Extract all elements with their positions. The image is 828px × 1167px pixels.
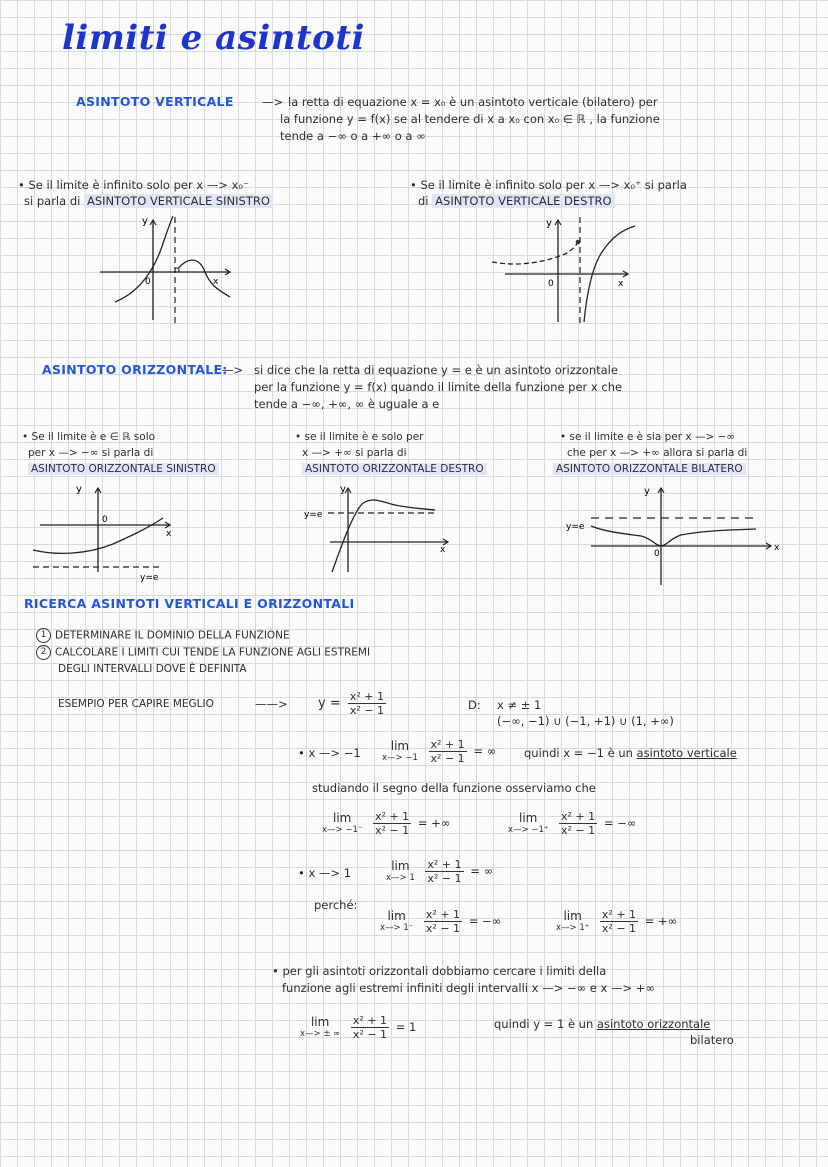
example-num: x² + 1 <box>349 690 384 703</box>
s2-den: x² − 1 <box>561 824 596 837</box>
horizontal-mid-hl-wrap <box>302 462 487 476</box>
s1-lim-text: lim <box>333 811 352 825</box>
s1-result: = +∞ <box>417 816 451 830</box>
horizontal-def-line3: tende a −∞, +∞, ∞ è uguale a e <box>254 397 440 411</box>
b1-lim <box>382 740 418 763</box>
g4-yl-label: y=e <box>304 510 323 520</box>
s2-lim-sub: x—> −1⁺ <box>508 825 549 835</box>
g1-y-label: y <box>142 216 148 227</box>
g1-x-label: x <box>213 277 219 287</box>
g2-y-label: y <box>546 218 552 229</box>
g5-y-label: y <box>644 486 650 497</box>
h-num: x² + 1 <box>352 1014 388 1027</box>
h-concl-a: quindi y = 1 è un <box>494 1017 594 1031</box>
s1-den: x² − 1 <box>375 824 410 837</box>
s2-limit <box>508 810 636 837</box>
p2-lim-text: lim <box>563 909 582 923</box>
b2-frac <box>425 858 463 885</box>
vertical-arrow: —> <box>262 95 284 109</box>
b2-result: = ∞ <box>470 864 494 878</box>
p2-frac <box>600 908 638 935</box>
h-result: = 1 <box>395 1020 417 1034</box>
g3-yl-label: y=e <box>140 573 159 583</box>
p2-result: = +∞ <box>644 914 678 928</box>
b1-label: • x —> −1 <box>298 746 361 760</box>
b1-lim-text: lim <box>390 739 410 753</box>
h-den: x² − 1 <box>352 1028 388 1041</box>
s1-num: x² + 1 <box>375 810 410 823</box>
g4-y-label: y <box>340 484 346 495</box>
studying-text: studiando il segno della funzione osserviamo che <box>312 781 596 795</box>
vertical-def-line1: la retta di equazione x = x₀ è un asintoto verticale (bilatero) per <box>288 95 658 109</box>
p2-den: x² − 1 <box>601 922 637 935</box>
horizontal-right-line2: che per x —> +∞ allora si parla di <box>567 447 748 459</box>
h-concl-c: bilatero <box>690 1033 734 1047</box>
s2-frac <box>559 810 597 837</box>
vertical-right-text: di <box>418 194 429 208</box>
step2-text: CALCOLARE I LIMITI CUI TENDE LA FUNZIONE AGLI ESTREMI <box>55 646 371 659</box>
vertical-def-line3: tende a −∞ o a +∞ o a ∞ <box>280 129 426 143</box>
step2-number: 2 <box>36 645 51 660</box>
s1-lim-sub: x—> −1⁻ <box>322 825 363 835</box>
h-line1: • per gli asintoti orizzontali dobbiamo cercare i limiti della <box>272 964 607 978</box>
domain-intervals: (−∞, −1) ∪ (−1, +1) ∪ (1, +∞) <box>497 714 674 728</box>
h-line2: funzione agli estremi infiniti degli intervalli x —> −∞ e x —> +∞ <box>282 981 655 995</box>
p2-limit <box>556 908 677 935</box>
p2-lim <box>556 910 589 933</box>
b1-concl-b: asintoto verticale <box>636 746 737 760</box>
p1-num: x² + 1 <box>425 908 461 921</box>
s2-num: x² + 1 <box>561 810 596 823</box>
horizontal-left-line2: per x —> −∞ si parla di <box>28 447 154 459</box>
horizontal-left-hl-wrap <box>28 462 219 476</box>
b2-lim <box>386 860 415 883</box>
vertical-left-line1: • Se il limite è infinito solo per x —> x₀⁻ <box>18 178 250 192</box>
b1-limit <box>382 738 496 765</box>
graph-horizontal-right <box>300 480 455 580</box>
horizontal-mid-highlight: ASINTOTO ORIZZONTALE DESTRO <box>302 463 487 475</box>
h-conclusion <box>494 1016 710 1032</box>
domain-label: D: <box>468 698 481 712</box>
g5-origin-label: 0 <box>654 549 660 559</box>
g3-origin-label: 0 <box>102 515 108 525</box>
horizontal-mid-line2: x —> +∞ si parla di <box>302 447 407 459</box>
b1-lim-sub: x—> −1 <box>382 753 418 763</box>
graph-vertical-left <box>95 212 240 327</box>
horizontal-arrow: —> <box>222 363 244 377</box>
vertical-def-line2: la funzione y = f(x) se al tendere di x a x₀ con x₀ ∈ ℝ , la funzione <box>280 112 660 126</box>
b1-num: x² + 1 <box>430 738 465 751</box>
p1-lim <box>380 910 413 933</box>
p1-lim-text: lim <box>387 909 406 923</box>
b2-num: x² + 1 <box>427 858 462 871</box>
step1-text: DETERMINARE IL DOMINIO DELLA FUNZIONE <box>55 629 290 642</box>
s1-frac <box>373 810 411 837</box>
b1-frac <box>429 738 467 765</box>
h-lim-sub: x—> ± ∞ <box>300 1029 341 1039</box>
horizontal-right-highlight: ASINTOTO ORIZZONTALE BILATERO <box>553 463 746 475</box>
example-y-eq: y = <box>318 696 341 711</box>
b1-concl-a: quindi x = −1 è un <box>524 746 633 760</box>
because-text: perché: <box>314 898 358 912</box>
g2-origin-label: 0 <box>548 279 554 289</box>
search-step2 <box>36 645 370 660</box>
h-limit <box>300 1014 416 1041</box>
vertical-left-highlight: ASINTOTO VERTICALE SINISTRO <box>84 194 273 208</box>
b2-limit <box>386 858 493 885</box>
example-label: ESEMPIO PER CAPIRE MEGLIO <box>58 698 214 710</box>
vertical-right-line1: • Se il limite è infinito solo per x —> x₀⁺ si parla <box>410 178 687 192</box>
horizontal-def-line1: si dice che la retta di equazione y = e è un asintoto orizzontale <box>254 363 618 377</box>
g4-x-label: x <box>440 545 446 555</box>
h-lim-text: lim <box>310 1015 330 1029</box>
g2-x-label: x <box>618 279 624 289</box>
p1-lim-sub: x—> 1⁻ <box>380 923 414 933</box>
p1-result: = −∞ <box>468 914 502 928</box>
graph-horizontal-left <box>28 480 178 585</box>
vertical-heading: ASINTOTO VERTICALE <box>76 94 234 109</box>
page-title: limiti e asintoti <box>62 18 365 58</box>
s1-limit <box>322 810 450 837</box>
example-frac <box>348 690 386 717</box>
horizontal-heading: ASINTOTO ORIZZONTALE: <box>42 362 228 377</box>
horizontal-right-hl-wrap <box>553 462 746 476</box>
b1-conclusion <box>524 745 737 761</box>
b1-result: = ∞ <box>473 744 497 758</box>
horizontal-right-line1: • se il limite e è sia per x —> −∞ <box>560 431 736 443</box>
vertical-left-text: si parla di <box>24 194 81 208</box>
horizontal-left-line1: • Se il limite è e ∈ ℝ solo <box>22 431 156 443</box>
h-concl-b: asintoto orizzontale <box>596 1017 711 1031</box>
step1-number: 1 <box>36 628 51 643</box>
b2-den: x² − 1 <box>427 872 462 885</box>
horizontal-left-highlight: ASINTOTO ORIZZONTALE SINISTRO <box>28 463 219 475</box>
b2-label: • x —> 1 <box>298 866 352 880</box>
s1-lim <box>322 812 362 835</box>
p1-den: x² − 1 <box>425 922 461 935</box>
horizontal-mid-line1: • se il limite è e solo per <box>295 431 424 443</box>
graph-horizontal-bilateral <box>566 480 786 590</box>
vertical-right-line2 <box>418 193 615 209</box>
search-step1 <box>36 628 290 643</box>
domain-cond: x ≠ ± 1 <box>497 698 542 712</box>
p1-frac <box>424 908 462 935</box>
g3-y-label: y <box>76 484 82 495</box>
s2-result: = −∞ <box>603 816 637 830</box>
h-frac <box>351 1014 389 1041</box>
search-heading: RICERCA ASINTOTI VERTICALI E ORIZZONTALI <box>24 596 355 611</box>
p1-limit <box>380 908 501 935</box>
b2-lim-text: lim <box>391 859 410 873</box>
p2-num: x² + 1 <box>601 908 637 921</box>
search-step2-line2: DEGLI INTERVALLI DOVE È DEFINITA <box>58 663 247 675</box>
h-lim <box>300 1016 340 1039</box>
horizontal-def-line2: per la funzione y = f(x) quando il limite della funzione per x che <box>254 380 623 394</box>
b1-den: x² − 1 <box>430 752 465 765</box>
g5-yl-label: y=e <box>566 522 585 532</box>
b2-lim-sub: x—> 1 <box>386 873 415 883</box>
g1-origin-label: 0 <box>145 277 151 287</box>
example-arrow: ——> <box>255 697 288 711</box>
s2-lim-text: lim <box>519 811 538 825</box>
vertical-left-line2 <box>24 193 273 209</box>
g5-x-label: x <box>774 543 780 553</box>
g3-x-label: x <box>166 529 172 539</box>
p2-lim-sub: x—> 1⁺ <box>556 923 590 933</box>
vertical-right-highlight: ASINTOTO VERTICALE DESTRO <box>432 194 614 208</box>
example-den: x² − 1 <box>349 704 384 717</box>
s2-lim <box>508 812 548 835</box>
example-function <box>318 690 389 717</box>
graph-vertical-right <box>490 212 640 327</box>
